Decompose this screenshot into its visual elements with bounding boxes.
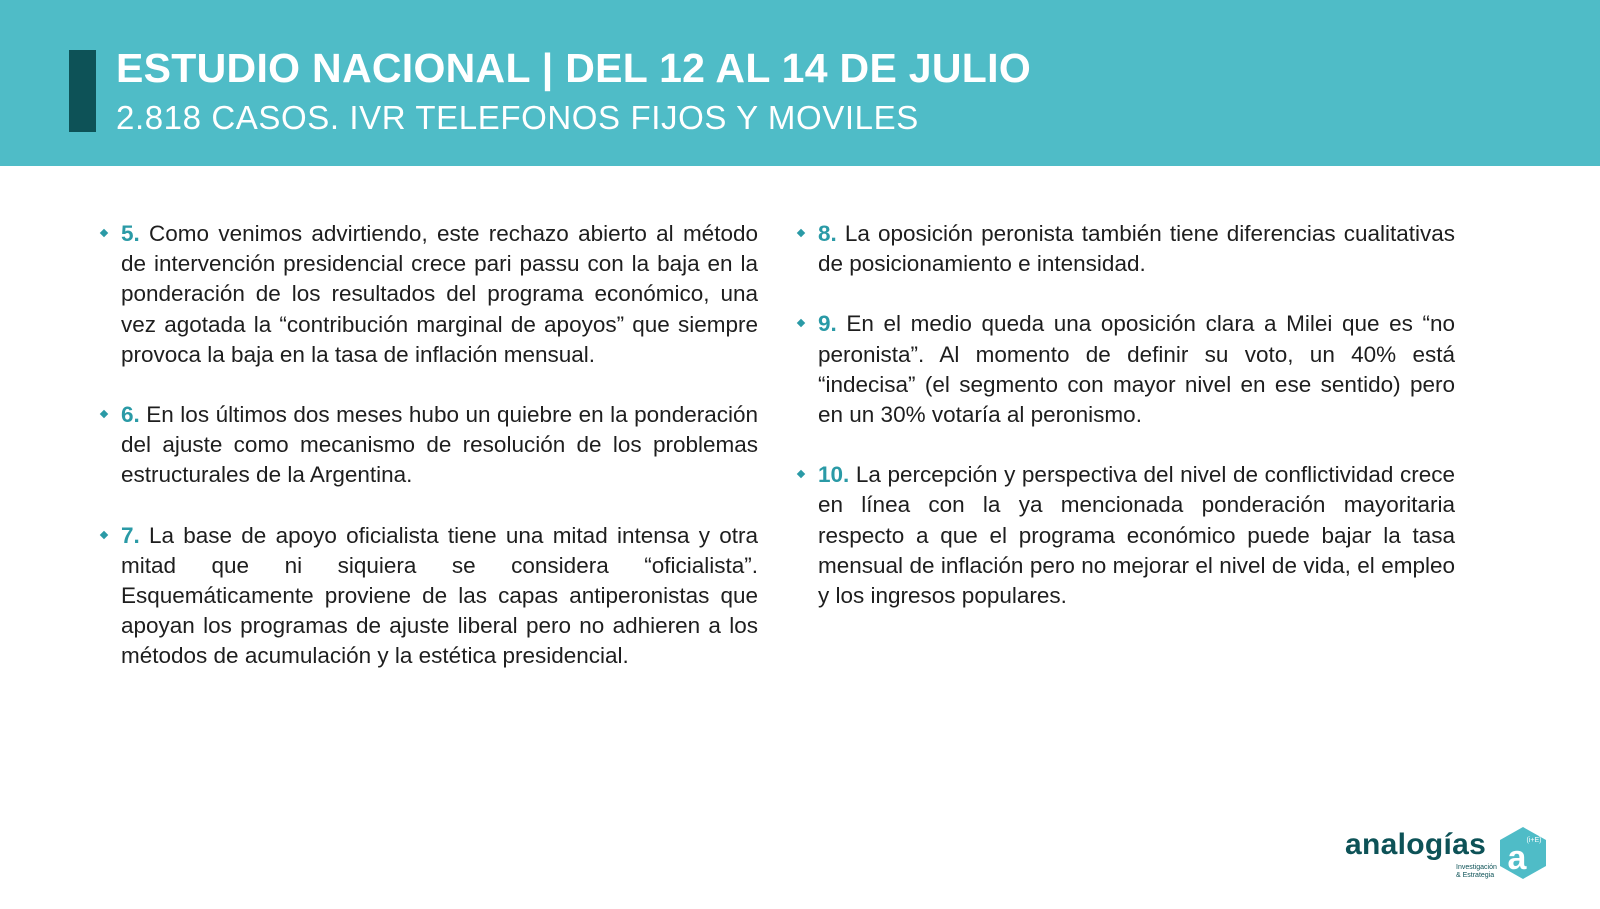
item-number: 7.: [121, 522, 140, 548]
item-number: 10.: [818, 462, 850, 488]
list-item: [797, 460, 1455, 611]
analogias-logo: [1345, 824, 1565, 884]
diamond-bullet-icon: [797, 229, 805, 237]
diamond-bullet-icon: [797, 470, 805, 478]
item-number: 8.: [818, 221, 837, 246]
item-text: En los últimos dos meses hubo un quiebre en la ponderación del ajuste como mecanismo de resolución de los problemas estructurales de la Argentina.: [121, 402, 758, 488]
item-text: La oposición peronista también tiene diferencias cualitativas de posicionamiento e intensidad.: [818, 221, 1455, 277]
list-item: [797, 309, 1455, 430]
header-title: ESTUDIO NACIONAL | DEL 12 AL 14 DE JULIO: [116, 45, 1032, 91]
left-column: [100, 219, 758, 702]
right-column: [797, 219, 1455, 641]
header-subtitle: 2.818 CASOS. IVR TELEFONOS FIJOS Y MOVILES: [116, 99, 919, 136]
diamond-bullet-icon: [797, 319, 805, 327]
diamond-bullet-icon: [100, 229, 108, 237]
item-text: En el medio queda una oposición clara a Milei que es “no peronista”. Al momento de definir su voto, un 40% está “indecisa” (el segmento con mayor nivel en ese sentido) pero en un 30% votaría al peronismo.: [818, 311, 1455, 428]
item-number: 6.: [121, 402, 140, 428]
logo-tagline-line-2: & Estrategia: [1456, 872, 1495, 879]
item-text: Como venimos advirtiendo, este rechazo abierto al método de intervención presidencial crece pari passu con la baja en la ponderación de los resultados del programa económico, una vez agotada la “contribución marginal de apoyos” que siempre provoca la baja en la tasa de inflación mensual.: [121, 221, 758, 367]
logo-tagline-line-1: Investigación: [1456, 864, 1497, 871]
item-number: 9.: [818, 311, 837, 337]
list-item: [100, 400, 758, 491]
item-text: La base de apoyo oficialista tiene una mitad intensa y otra mitad que ni siquiera se considera “oficialista”. Esquemáticamente proviene de las capas antiperonistas que apoyan los programas de ajuste liberal pero no adhieren a los métodos de acumulación y la estética presidencial.: [121, 522, 758, 669]
diamond-bullet-icon: [100, 410, 108, 418]
list-item: [797, 219, 1455, 279]
header-accent-bar: [69, 50, 96, 132]
item-text: La percepción y perspectiva del nivel de conflictividad crece en línea con la ya mencionada ponderación mayoritaria respecto a que el programa económico puede bajar la tasa mensual de inflación pero no mejorar el nivel de vida, el empleo y los ingresos populares.: [818, 462, 1455, 609]
diamond-bullet-icon: [100, 530, 108, 538]
hexagon-logo-icon: [1495, 824, 1551, 882]
logo-tagline: [1456, 864, 1497, 880]
header-banner: [0, 0, 1600, 166]
logo-wordmark: analogías: [1345, 828, 1487, 861]
list-item: [100, 521, 758, 672]
list-item: [100, 219, 758, 370]
logo-mark-superscript: (i+E): [1526, 837, 1542, 844]
logo-mark-letter: a: [1507, 839, 1527, 877]
item-number: 5.: [121, 221, 140, 246]
